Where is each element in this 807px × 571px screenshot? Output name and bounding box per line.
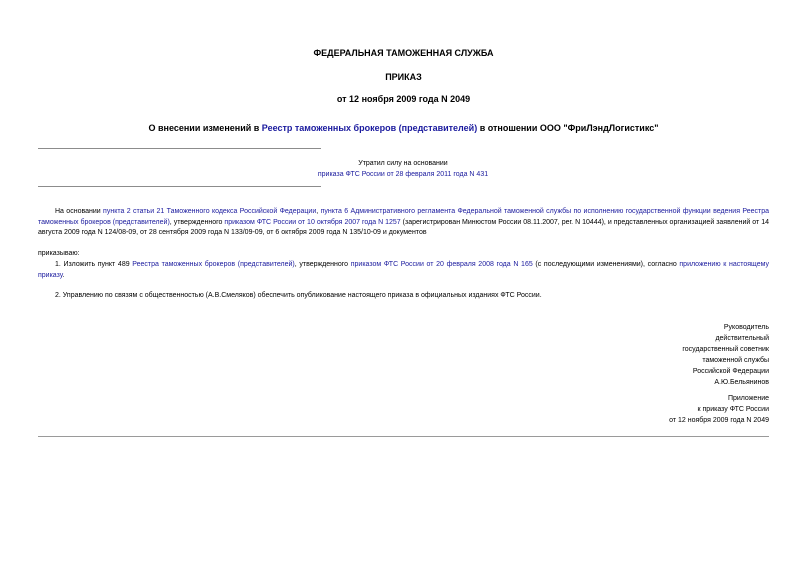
signature-line: действительный	[715, 335, 769, 342]
appendix-line: от 12 ноября 2009 года N 2049	[669, 417, 769, 424]
item1-text-1: 1. Изложить пункт 489	[55, 261, 133, 268]
item1-text-4: .	[62, 271, 65, 279]
signature-line: Российской Федерации	[692, 368, 769, 375]
signature-line: таможенной службы	[702, 357, 769, 364]
basis-paragraph	[38, 207, 769, 239]
item1-text-2: , утвержденного	[294, 261, 351, 268]
registry-link[interactable]: Реестр таможенных брокеров (представителей)	[261, 123, 478, 133]
signature-line: государственный советник	[682, 346, 769, 353]
subject-prefix: О внесении изменений в	[148, 123, 262, 133]
signature-name: А.Ю.Бельянинов	[714, 379, 769, 386]
order-1257-link[interactable]: приказом ФТС России от 10 октября 2007 года N 1257	[224, 218, 401, 226]
appendix-heading	[669, 393, 769, 426]
divider-top	[38, 148, 321, 149]
basis-text-1: На основании	[55, 208, 104, 215]
customs-code-link[interactable]: пункта 2 статьи 21 Таможенного кодекса Российской Федерации	[103, 208, 317, 215]
status-note: Утратил силу на основании	[358, 160, 448, 167]
signature-block	[682, 322, 769, 388]
appendix-line: к приказу ФТС России	[697, 406, 769, 413]
signature-line: Руководитель	[723, 324, 769, 331]
appendix-link[interactable]: приложению к настоящему приказу	[38, 261, 769, 279]
document-date-number: от 12 ноября 2009 года N 2049	[336, 94, 471, 104]
order-item-1	[38, 260, 769, 281]
divider-bottom	[38, 436, 769, 437]
repeal-order-link[interactable]: приказа ФТС России от 28 февраля 2011 года N 431	[317, 171, 489, 178]
subject-suffix: в отношении ООО "ФриЛэндЛогистикс"	[477, 123, 659, 133]
basis-text-2: ,	[316, 208, 321, 215]
basis-text-4: (зарегистрирован Минюстом России 08.11.2007, рег. N 10444), и представленных организацией заявлений от 14 августа 2009 года N 124/08-09, от 28 сентября 2009 года N 133/09-09, от 6 октября 2009 года N 135/10-09 и документов	[38, 218, 770, 236]
basis-text-3: , утвержденного	[169, 218, 225, 226]
registry-link-item1[interactable]: Реестра таможенных брокеров (представителей)	[132, 261, 295, 268]
agency-title: ФЕДЕРАЛЬНАЯ ТАМОЖЕННАЯ СЛУЖБА	[313, 48, 494, 58]
regulation-link[interactable]: пункта 6 Административного регламента Федеральной таможенной службы по исполнению государственной функции ведения Реестра таможенных брокеров (представителей)	[38, 208, 769, 226]
item1-text-3: (с последующими изменениями), согласно	[532, 261, 680, 268]
order-word: приказываю:	[38, 250, 80, 257]
order-165-link[interactable]: приказом ФТС России от 20 февраля 2008 года N 165	[350, 261, 533, 268]
order-item-2: 2. Управлению по связям с общественностью (А.В.Смеляков) обеспечить опубликование настоящего приказа в официальных изданиях ФТС России.	[55, 292, 542, 299]
status-note-link-line	[300, 170, 506, 180]
document-type: ПРИКАЗ	[385, 72, 422, 82]
divider-middle	[38, 186, 321, 187]
document-subject	[0, 122, 807, 134]
appendix-line: Приложение	[727, 395, 769, 402]
